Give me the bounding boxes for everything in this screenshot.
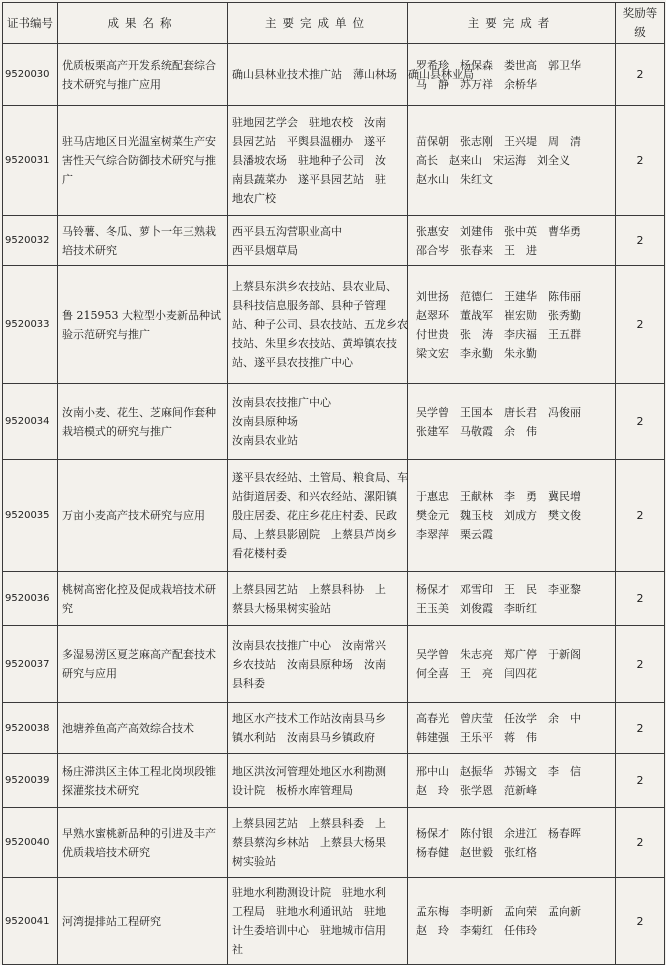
completing-unit-cell	[228, 572, 408, 626]
completing-unit-cell	[228, 878, 408, 965]
completers-line: 杨保才 陈付银 余进江 杨春晖	[416, 826, 581, 840]
unit-line: 殷庄居委、花庄乡花庄村委、民政	[232, 509, 397, 522]
completers-line: 邵合岑 张春来 王 进	[416, 243, 537, 257]
unit-line: 上蔡县东洪乡农技站、县农业局、	[232, 280, 397, 293]
completers-cell	[408, 106, 616, 216]
cert-number-cell: 9520038	[3, 703, 58, 754]
unit-line: 驻地园艺学会 驻地农校 汝南	[232, 116, 386, 129]
completing-unit-cell	[228, 266, 408, 384]
completers-line: 赵 玲 张学恩 范新峰	[416, 783, 537, 797]
cert-number-cell: 9520037	[3, 626, 58, 703]
table-row	[3, 266, 665, 384]
completers-cell	[408, 460, 616, 572]
table-row	[3, 626, 665, 703]
completers-line: 付世贵 张 涛 李庆福 王五群	[416, 327, 581, 341]
achievement-name-cell: 桃树高密化控及促成栽培技术研究	[58, 572, 228, 626]
completers-line: 韩建强 王乐平 蒋 伟	[416, 731, 537, 744]
completers-line: 赵水山 朱红文	[416, 173, 493, 186]
completers-line: 张建军 马敬霞 余 伟	[416, 424, 537, 438]
completers-line: 樊金元 魏玉枝 刘成方 樊文俊	[416, 509, 581, 522]
unit-line: 地农广校	[232, 192, 276, 205]
award-level-cell: 2	[616, 216, 665, 266]
award-level-cell: 2	[616, 384, 665, 460]
completers-cell	[408, 754, 616, 808]
unit-line: 站街道居委、和兴农经站、漯阳镇	[232, 490, 397, 503]
unit-line: 镇水利站 汝南县马乡镇政府	[232, 731, 375, 744]
table-row	[3, 106, 665, 216]
completing-unit-cell	[228, 384, 408, 460]
completing-unit-cell	[228, 106, 408, 216]
cert-number-cell: 9520039	[3, 754, 58, 808]
unit-line: 站、种子公司、县农技站、五龙乡农	[232, 318, 408, 331]
completers-line: 邢中山 赵振华 苏锡文 李 信	[416, 764, 581, 778]
completers-cell	[408, 703, 616, 754]
unit-line: 局、上蔡县影剧院 上蔡县芦岗乡	[232, 528, 397, 541]
completers-cell	[408, 572, 616, 626]
completers-line: 王玉美 刘俊霞 李昕红	[416, 601, 537, 615]
unit-line: 社	[232, 943, 243, 956]
completers-line: 罗希珍 杨保森 娄世高 郭卫华	[416, 58, 581, 72]
unit-line: 汝南县农业站	[232, 434, 298, 447]
completers-line: 苗保朝 张志刚 王兴堤 周 清	[416, 135, 581, 148]
cert-number-cell: 9520041	[3, 878, 58, 965]
table-row	[3, 572, 665, 626]
completers-cell	[408, 384, 616, 460]
header-completers: 主要完成者	[408, 3, 616, 44]
unit-line: 站、遂平县农技推广中心	[232, 356, 353, 369]
completers-line: 于惠忠 王献林 李 勇 冀民增	[416, 490, 581, 503]
table-header-row	[3, 3, 665, 44]
completers-line: 梁文宏 李永勤 朱永勤	[416, 346, 537, 360]
table-row	[3, 44, 665, 106]
completers-line: 马 静 苏万祥 余桥华	[416, 77, 537, 91]
completers-line: 高春光 曾庆莹 任汝学 余 中	[416, 712, 581, 725]
completing-unit-cell	[228, 216, 408, 266]
unit-line: 计生委培训中心 驻地城市信用	[232, 924, 386, 937]
unit-line: 工程局 驻地水利通讯站 驻地	[232, 905, 386, 918]
completers-line: 赵翠环 董战军 崔宏勋 张秀勤	[416, 308, 581, 322]
header-cert-number: 证书编号	[3, 3, 58, 44]
table-row	[3, 878, 665, 965]
completing-unit-cell	[228, 754, 408, 808]
award-level-cell: 2	[616, 626, 665, 703]
achievement-name-cell: 多湿易涝区夏芝麻高产配套技术研究与应用	[58, 626, 228, 703]
award-level-cell: 2	[616, 266, 665, 384]
table-row	[3, 384, 665, 460]
unit-line: 上蔡县园艺站 上蔡县科委 上	[232, 817, 386, 830]
unit-line: 西平县烟草局	[232, 243, 298, 257]
completers-line: 高长 赵来山 宋运海 刘全义	[416, 154, 570, 167]
completers-line: 李翠萍 栗云霞	[416, 528, 493, 541]
cert-number-cell: 9520036	[3, 572, 58, 626]
unit-line: 西平县五沟营职业高中	[232, 224, 342, 238]
unit-line: 汝南县农技推广中心	[232, 396, 331, 409]
unit-line: 县科技信息服务部、县种子管理	[232, 299, 386, 312]
cert-number-cell: 9520031	[3, 106, 58, 216]
unit-line: 县科委	[232, 676, 265, 690]
unit-line: 技站、朱里乡农技站、黄埠镇农技	[232, 337, 397, 350]
achievement-name-cell: 鲁 215953 大粒型小麦新品种试验示范研究与推广	[58, 266, 228, 384]
unit-line: 树实验站	[232, 855, 276, 868]
unit-line: 地区水产技术工作站汝南县马乡	[232, 712, 386, 725]
achievement-name-cell: 杨庄滞洪区主体工程北岗坝段锥探灌浆技术研究	[58, 754, 228, 808]
achievement-name-cell: 池塘养鱼高产高效综合技术	[58, 703, 228, 754]
unit-line: 地区洪汝河管理处地区水利勘测	[232, 764, 386, 778]
unit-line: 蔡县蔡沟乡林站 上蔡县大杨果	[232, 836, 386, 849]
header-completing-unit: 主要完成单位	[228, 3, 408, 44]
award-level-cell: 2	[616, 44, 665, 106]
award-level-cell: 2	[616, 106, 665, 216]
completers-line: 赵 玲 李菊红 任伟玲	[416, 924, 537, 937]
unit-line: 乡农技站 汝南县原种场 汝南	[232, 657, 386, 671]
completing-unit-cell	[228, 703, 408, 754]
completing-unit-cell	[228, 626, 408, 703]
unit-line: 设计院 板桥水库管理局	[232, 783, 353, 797]
completers-line: 张惠安 刘建伟 张中英 曹华勇	[416, 224, 581, 238]
completers-line: 杨保才 邓雪印 王 民 李亚黎	[416, 582, 581, 596]
completers-cell	[408, 44, 616, 106]
achievement-name-cell: 优质板栗高产开发系统配套综合技术研究与推广应用	[58, 44, 228, 106]
cert-number-cell: 9520033	[3, 266, 58, 384]
unit-line: 蔡县大杨果树实验站	[232, 601, 331, 615]
table-body	[3, 44, 665, 965]
achievement-name-cell: 驻马店地区日光温室树菜生产安害性天气综合防御技术研究与推广	[58, 106, 228, 216]
completers-line: 吴学曾 王国本 唐长君 冯俊丽	[416, 405, 581, 419]
unit-line: 遂平县农经站、土管局、粮食局、车	[232, 471, 408, 484]
achievement-name-cell: 河湾提排站工程研究	[58, 878, 228, 965]
award-level-cell: 2	[616, 754, 665, 808]
award-level-cell: 2	[616, 460, 665, 572]
award-level-cell: 2	[616, 878, 665, 965]
completers-cell	[408, 808, 616, 878]
unit-line: 确山县林业技术推广站 薄山林场 确山县林业局	[232, 68, 474, 81]
unit-line: 驻地水利勘测设计院 驻地水利	[232, 886, 386, 899]
completers-line: 吴学曾 朱志亮 郑广停 于新阁	[416, 648, 581, 661]
cert-number-cell: 9520035	[3, 460, 58, 572]
completers-line: 何全喜 王 亮 闫四花	[416, 667, 537, 680]
achievement-name-cell: 万亩小麦高产技术研究与应用	[58, 460, 228, 572]
header-achievement-name: 成果名称	[58, 3, 228, 44]
achievement-name-cell: 马铃薯、冬瓜、萝卜一年三熟栽培技术研究	[58, 216, 228, 266]
unit-line: 上蔡县园艺站 上蔡县科协 上	[232, 582, 386, 596]
table-row	[3, 754, 665, 808]
completing-unit-cell	[228, 808, 408, 878]
completers-line: 杨春健 赵世毅 张红格	[416, 845, 537, 859]
completers-line: 刘世扬 范德仁 王建华 陈伟丽	[416, 289, 581, 303]
cert-number-cell: 9520030	[3, 44, 58, 106]
header-award-level: 奖励等级	[616, 3, 665, 44]
completers-cell	[408, 216, 616, 266]
unit-line: 汝南县农技推广中心 汝南常兴	[232, 638, 386, 652]
cert-number-cell: 9520034	[3, 384, 58, 460]
table-row	[3, 703, 665, 754]
table-row	[3, 808, 665, 878]
achievement-name-cell: 汝南小麦、花生、芝麻间作套种栽培模式的研究与推广	[58, 384, 228, 460]
award-level-cell: 2	[616, 703, 665, 754]
unit-line: 县园艺站 平舆县温棚办 遂平	[232, 135, 386, 148]
cert-number-cell: 9520032	[3, 216, 58, 266]
unit-line: 南县蔬菜办 遂平县园艺站 驻	[232, 173, 386, 186]
award-level-cell: 2	[616, 572, 665, 626]
table-row	[3, 460, 665, 572]
award-level-cell: 2	[616, 808, 665, 878]
completers-cell	[408, 266, 616, 384]
unit-line: 看花楼村委	[232, 547, 287, 560]
unit-line: 县潘坡农场 驻地种子公司 汝	[232, 154, 386, 167]
achievement-name-cell: 早熟水蜜桃新品种的引进及丰产优质栽培技术研究	[58, 808, 228, 878]
completers-line: 孟东梅 李明新 孟向荣 孟向新	[416, 905, 581, 918]
completers-cell	[408, 626, 616, 703]
unit-line: 汝南县原种场	[232, 415, 298, 428]
completing-unit-cell	[228, 460, 408, 572]
cert-number-cell: 9520040	[3, 808, 58, 878]
completers-cell	[408, 878, 616, 965]
table-row	[3, 216, 665, 266]
award-table	[2, 2, 665, 965]
completing-unit-cell	[228, 44, 474, 106]
